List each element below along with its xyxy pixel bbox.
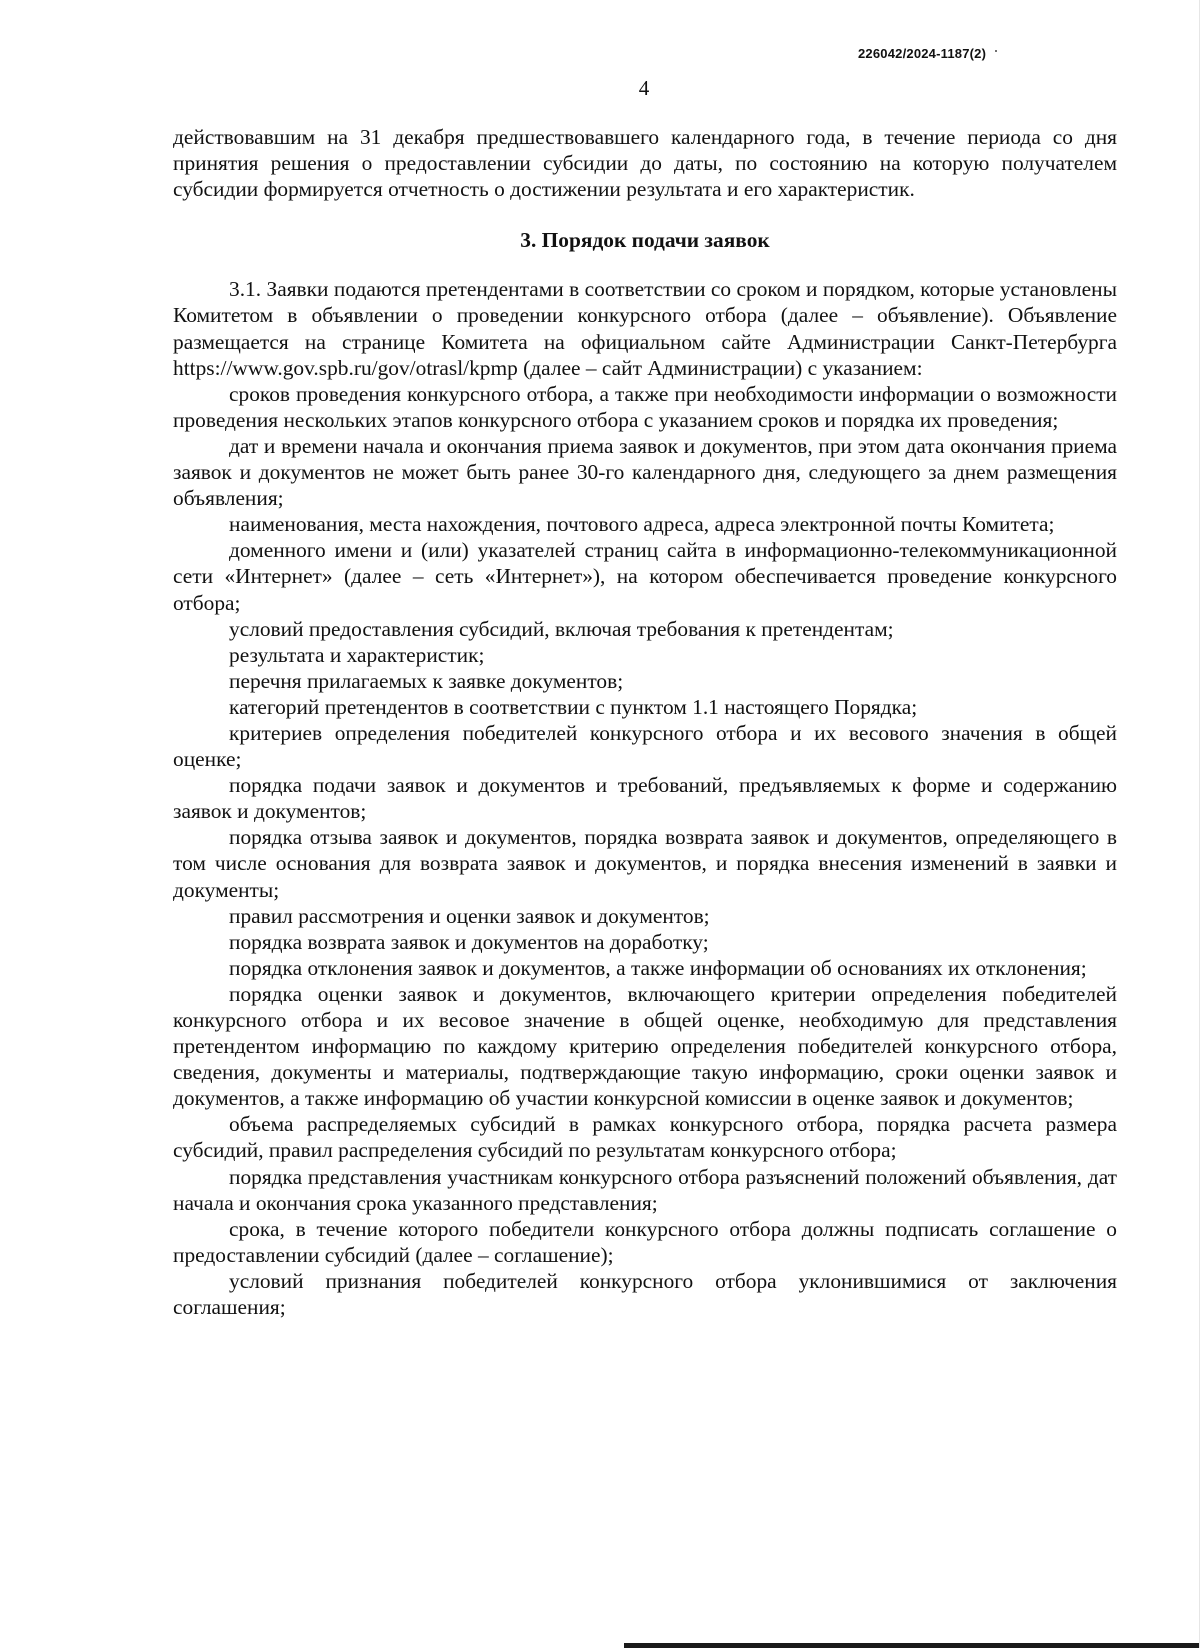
list-item: порядка подачи заявок и документов и требований, предъявляемых к форме и содержанию заявок и документов;: [173, 773, 1117, 824]
list-item: порядка отклонения заявок и документов, а также информации об основаниях их отклонения;: [229, 955, 1087, 980]
list-item: перечня прилагаемых к заявке документов;: [229, 668, 624, 693]
page-number: 4: [638, 76, 650, 100]
list-item: условий предоставления субсидий, включая требования к претендентам;: [229, 616, 894, 641]
scan-bottom-edge: [0, 1643, 1200, 1648]
list-item: объема распределяемых субсидий в рамках конкурсного отбора, порядка расчета размера субсидий, правил распределения субсидий по результатам конкурсного отбора;: [173, 1112, 1117, 1163]
list-item: сроков проведения конкурсного отбора, а также при необходимости информации о возможности проведения нескольких этапов конкурсного отбора с указанием сроков и порядка их проведения;: [173, 381, 1117, 432]
section-heading: 3. Порядок подачи заявок: [520, 228, 770, 253]
list-item: порядка отзыва заявок и документов, порядка возврата заявок и документов, определяющего в том числе основания для возврата заявок и документов, и порядка внесения изменений в заявки и документы;: [173, 825, 1117, 902]
continued-paragraph: действовавшим на 31 декабря предшествовавшего календарного года, в течение периода со дня принятия решения о предоставлении субсидии до даты, по состоянию на которую получателем субсидии формируется отчетность о достижении результата и его характеристик.: [173, 125, 1117, 202]
list-item: порядка оценки заявок и документов, включающего критерии определения победителей конкурсного отбора и их весовое значение в общей оценке, необходимую для представления претендентом информацию по каждому критерию определения победителей конкурсного отбора, сведения, документы и материалы, подтверждающие такую информацию, сроки оценки заявок и документов, а также информацию об участии конкурсной комиссии в оценке заявок и документов;: [173, 981, 1117, 1111]
paragraph-3-1: 3.1. Заявки подаются претендентами в соответствии со сроком и порядком, которые установлены Комитетом в объявлении о проведении конкурсного отбора (далее – объявление). Объявление размещается на странице Комитета на официальном сайте Администрации Санкт-Петербурга https://www.gov.spb.ru/gov/otrasl/kpmp (далее – сайт Администрации) с указанием:: [173, 277, 1117, 380]
list-item: срока, в течение которого победители конкурсного отбора должны подписать соглашение о предоставлении субсидий (далее – соглашение);: [173, 1216, 1117, 1267]
list-item: наименования, места нахождения, почтового адреса, адреса электронной почты Комитета;: [229, 512, 1055, 537]
list-item: доменного имени и (или) указателей страниц сайта в информационно-телекоммуникационной сети «Интернет» (далее – сеть «Интернет»), на котором обеспечивается проведение конкурсного отбора;: [173, 538, 1117, 615]
list-item: дат и времени начала и окончания приема заявок и документов, при этом дата окончания приема заявок и документов не может быть ранее 30-го календарного дня, следующего за днем размещения объявления;: [173, 433, 1117, 511]
list-item: условий признания победителей конкурсного отбора уклонившимися от заключения соглашения;: [173, 1268, 1117, 1320]
list-item: критериев определения победителей конкурсного отбора и их весового значения в общей оценке;: [173, 720, 1117, 772]
list-item: порядка возврата заявок и документов на доработку;: [229, 929, 709, 954]
list-item: категорий претендентов в соответствии с пунктом 1.1 настоящего Порядка;: [229, 694, 918, 719]
scan-speck: [995, 50, 997, 52]
list-item: порядка представления участникам конкурсного отбора разъяснений положений объявления, дат начала и окончания срока указанного представления;: [173, 1164, 1117, 1215]
document-registration-number: 226042/2024-1187(2): [858, 46, 987, 61]
document-body: [173, 124, 1117, 1320]
list-item: правил рассмотрения и оценки заявок и документов;: [229, 903, 710, 928]
list-item: результата и характеристик;: [229, 642, 485, 667]
